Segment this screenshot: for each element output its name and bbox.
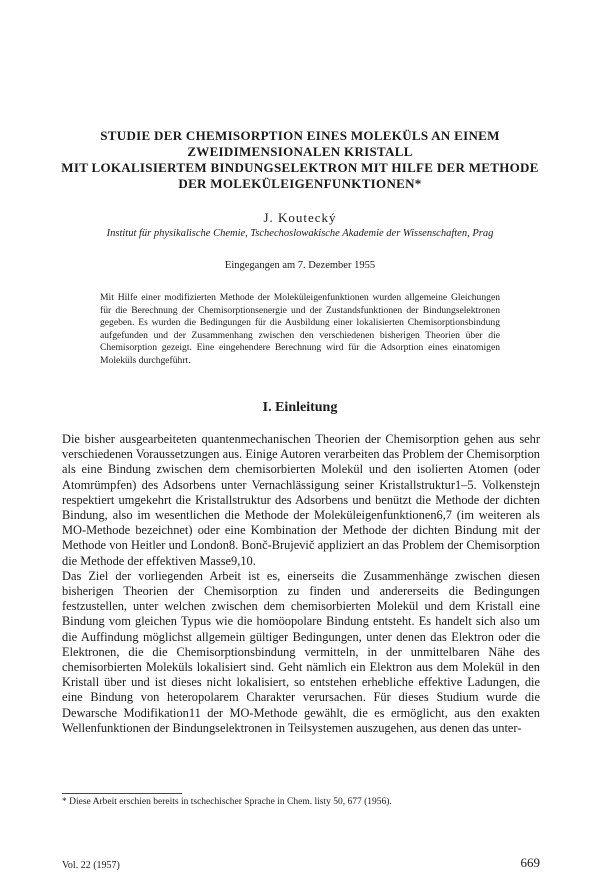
abstract: Mit Hilfe einer modifizierten Methode der Moleküleigenfunktionen wurden allgemeine Gleichungen für die Berechnung der Chemisorptionsenergie und der Zustandsfunktionen der Bindungselektronen gegeben. Es wurden die Bedingungen für die Ausbildung einer lokalisierten Chemisorptionsbindung aufgefunden und der Zusammenhang zwischen den verschiedenen bisherigen Theorien über die Chemisorption gezeigt. Eine eingehendere Berechnung wird für die Adsorption eines einatomigen Moleküls durchgeführt. xyxy=(100,292,500,366)
author-name: J. Koutecký xyxy=(263,210,337,225)
title-line-4: DER MOLEKÜLEIGENFUNKTIONEN* xyxy=(178,176,422,191)
volume-info: Vol. 22 (1957) xyxy=(62,860,120,871)
paper-title xyxy=(60,128,540,192)
paragraph-1: Die bisher ausgearbeiteten quantenmechanischen Theorien der Chemisorption gehen aus sehr verschiedenen Voraussetzungen aus. Einige Autoren verarbeiten das Problem der Chemisorption als eine Bindung zwischen dem chemisorbierten Molekül und den isolierten Atomen (oder Atomrümpfen) des Adsorbens unter Vernachlässigung seiner Kristallstruktur1–5. Volkenstejn respektiert umgekehrt die Kristallstruktur des Adsorbens und benützt die Methode der dichten Bindung, also im wesentlichen die Methode der Moleküleigenfunktionen6,7 (im weiteren als MO-Methode bezeichnet) oder eine Kombination der Methode der dichten Bindung mit der Methode von Heitler und London8. Bonč-Brujevič appliziert an das Problem der Chemisorption die Methode der effektiven Masse9,10. xyxy=(62,432,540,568)
title-line-3: MIT LOKALISIERTEM BINDUNGSELEKTRON MIT HILFE DER METHODE xyxy=(61,160,539,175)
title-line-1: STUDIE DER CHEMISORPTION EINES MOLEKÜLS AN EINEM xyxy=(100,128,500,143)
footnote: * Diese Arbeit erschien bereits in tschechischer Sprache in Chem. listy 50, 677 (1956). xyxy=(62,797,392,807)
author-affiliation: Institut für physikalische Chemie, Tschechoslowakische Akademie der Wissenschaften, Prag xyxy=(106,228,494,239)
paragraph-2: Das Ziel der vorliegenden Arbeit ist es, einerseits die Zusammenhänge zwischen diesen bisherigen Theorien der Chemisorption zu finden und andererseits die Bedingungen festzustellen, unter welchen zwischen dem chemisorbierten Molekül und dem Kristall eine Bindung vom gleichen Typus wie die homöopolare Bindung entsteht. Es handelt sich also um die Auffindung möglichst allgemein gültiger Bedingungen, unter denen das Elektron oder die Elektronen, die die Chemisorptionsbindung vermitteln, in der unmittelbaren Nähe des chemisorbierten Moleküls lokalisiert sind. Geht nämlich ein Elektron aus dem Molekül in den Kristall über und ist dieses nicht lokalisiert, so entstehen erhebliche effektive Ladungen, die eine Bindung von heteropolarem Charakter verursachen. Für dieses Studium wurde die Dewarsche Modifikation11 der MO-Methode gewählt, die es ermöglicht, aus den exakten Wellenfunktionen der Bindungselektronen in Teilsystemen auszugehen, aus denen das unter- xyxy=(62,568,540,735)
footnote-rule xyxy=(62,793,182,794)
title-line-2: ZWEIDIMENSIONALEN KRISTALL xyxy=(187,144,413,159)
received-date: Eingegangen am 7. Dezember 1955 xyxy=(224,260,376,271)
page-number: 669 xyxy=(520,855,540,870)
body-text xyxy=(62,432,540,736)
section-heading: I. Einleitung xyxy=(262,400,338,415)
